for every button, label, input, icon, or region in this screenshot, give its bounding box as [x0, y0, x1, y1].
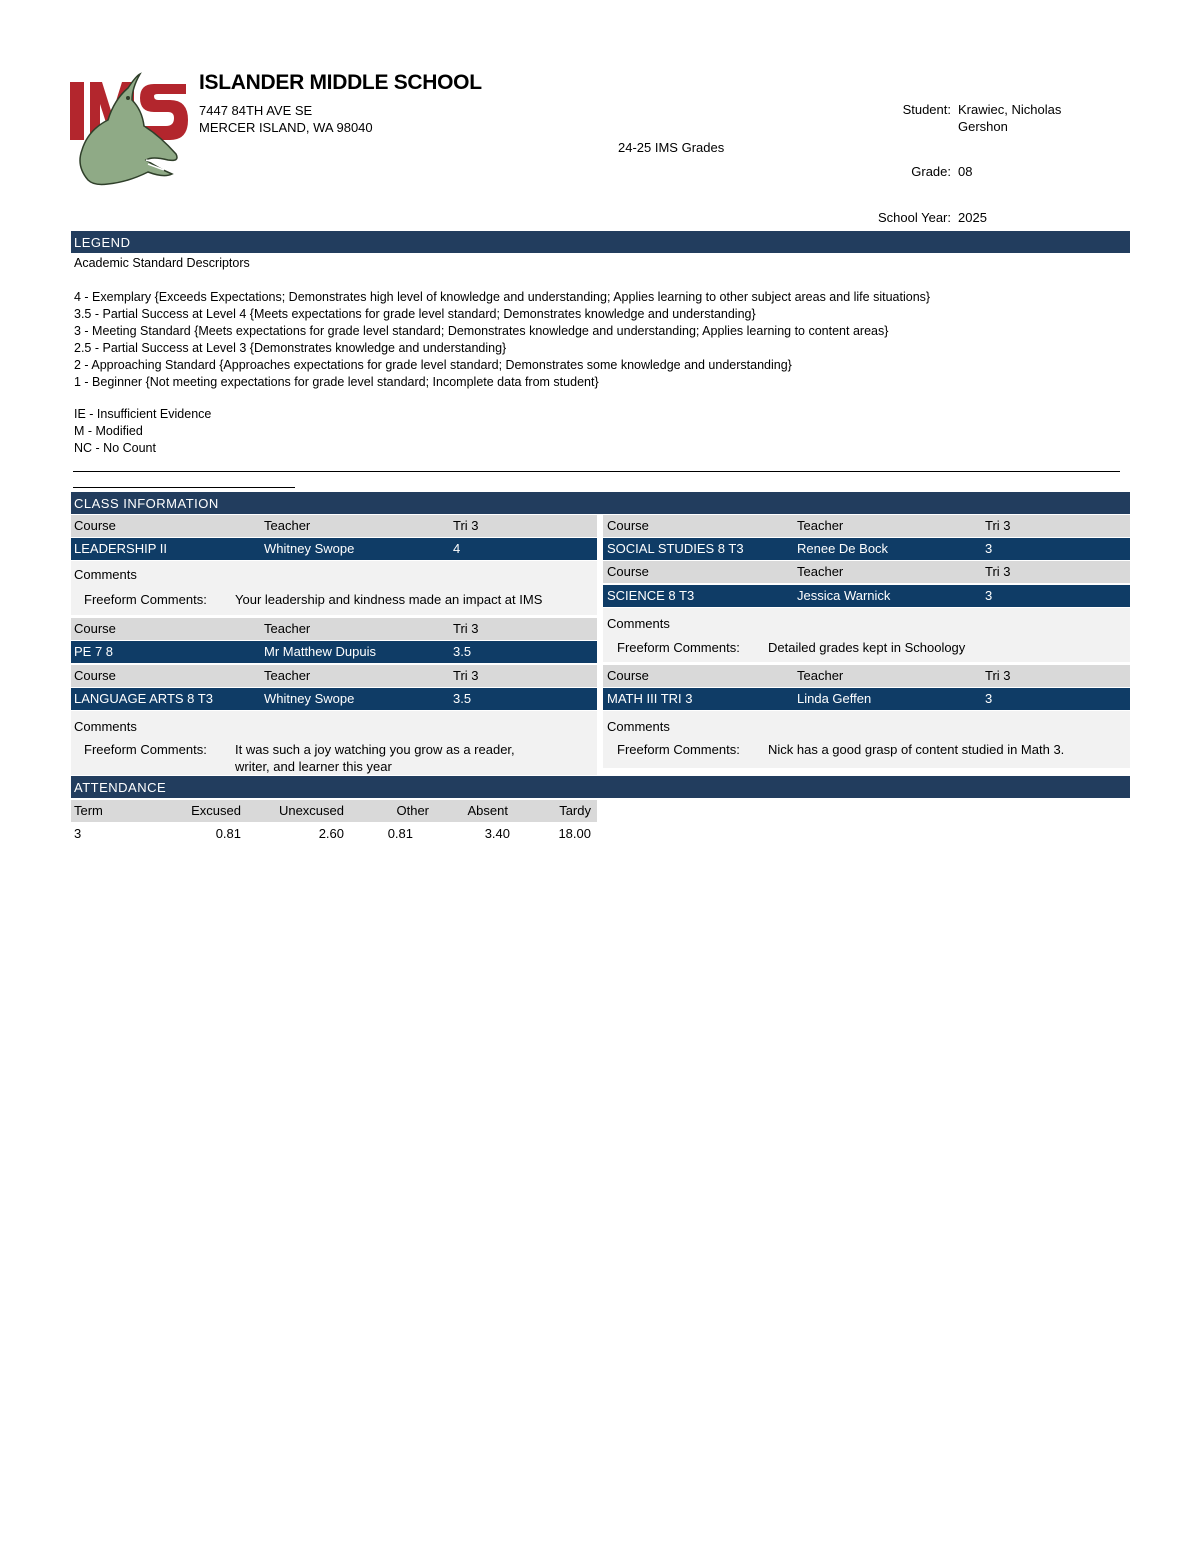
comments-label: Comments	[74, 567, 137, 582]
col-teacher: Teacher	[264, 668, 311, 683]
course-header-row	[71, 618, 597, 640]
legend-code: M - Modified	[74, 424, 143, 438]
legend-code: NC - No Count	[74, 441, 156, 455]
teacher-name: Mr Matthew Dupuis	[264, 644, 376, 659]
school-name: ISLANDER MIDDLE SCHOOL	[199, 71, 482, 94]
att-col-excused: Excused	[191, 803, 241, 818]
legend-code: IE - Insufficient Evidence	[74, 407, 212, 421]
class-info-heading: CLASS INFORMATION	[71, 492, 1130, 514]
legend-line: 2 - Approaching Standard {Approaches expectations for grade level standard; Demonstrates some knowledge and understanding}	[74, 358, 792, 372]
comments-box	[71, 711, 597, 775]
teacher-name: Linda Geffen	[797, 691, 872, 706]
att-col-term: Term	[74, 803, 103, 818]
col-course: Course	[74, 668, 116, 683]
att-absent: 3.40	[484, 826, 510, 841]
legend-line: 3 - Meeting Standard {Meets expectations for grade level standard; Demonstrates knowledge and understanding; Applies learning to content areas}	[74, 324, 889, 338]
comment-text: Your leadership and kindness made an impact at IMS	[235, 592, 543, 607]
course-header-row	[71, 665, 597, 687]
school-logo	[68, 70, 190, 188]
col-teacher: Teacher	[264, 518, 311, 533]
att-other: 0.81	[387, 826, 413, 841]
course-row	[603, 688, 1130, 710]
col-course: Course	[607, 564, 649, 579]
comments-box	[71, 561, 597, 615]
course-header-row	[603, 561, 1130, 583]
comment-text: writer, and learner this year	[235, 759, 392, 774]
school-year-value: 2025	[958, 210, 987, 225]
att-col-other: Other	[396, 803, 429, 818]
freeform-label: Freeform Comments:	[84, 592, 207, 607]
grade-value: 08	[958, 164, 973, 179]
col-teacher: Teacher	[797, 564, 844, 579]
att-col-absent: Absent	[467, 803, 508, 818]
course-grade: 4	[453, 541, 461, 556]
col-term: Tri 3	[453, 668, 479, 683]
teacher-name: Whitney Swope	[264, 541, 355, 556]
col-course: Course	[74, 621, 116, 636]
comments-box	[603, 711, 1130, 768]
attendance-header-row	[71, 800, 597, 822]
comment-text: It was such a joy watching you grow as a reader,	[235, 742, 515, 757]
course-row	[71, 641, 597, 663]
student-name-line1: Krawiec, Nicholas	[958, 102, 1062, 117]
teacher-name: Whitney Swope	[264, 691, 355, 706]
course-header-row	[71, 515, 597, 537]
course-name: PE 7 8	[74, 644, 114, 659]
comments-label: Comments	[607, 719, 670, 734]
student-label: Student:	[902, 102, 951, 117]
col-teacher: Teacher	[264, 621, 311, 636]
course-row	[71, 538, 597, 560]
att-excused: 0.81	[215, 826, 241, 841]
course-name: MATH III TRI 3	[607, 691, 693, 706]
legend-line: 4 - Exemplary {Exceeds Expectations; Demonstrates high level of knowledge and understanding; Applies learning to other subject areas and life situations}	[74, 290, 931, 304]
school-year-label: School Year:	[877, 210, 951, 225]
teacher-name: Jessica Warnick	[797, 588, 891, 603]
course-grade: 3.5	[453, 691, 472, 706]
col-term: Tri 3	[985, 518, 1011, 533]
course-grade: 3	[985, 541, 993, 556]
col-teacher: Teacher	[797, 668, 844, 683]
legend-line: 1 - Beginner {Not meeting expectations for grade level standard; Incomplete data from student}	[74, 375, 599, 389]
divider	[73, 487, 295, 488]
att-tardy: 18.00	[558, 826, 591, 841]
comments-label: Comments	[74, 719, 137, 734]
divider	[73, 471, 1120, 472]
comment-text: Nick has a good grasp of content studied in Math 3.	[768, 742, 1065, 757]
legend-line: 2.5 - Partial Success at Level 3 {Demonstrates knowledge and understanding}	[74, 341, 507, 355]
school-address-line1: 7447 84TH AVE SE	[199, 103, 313, 118]
grade-label: Grade:	[911, 164, 951, 179]
att-col-tardy: Tardy	[559, 803, 591, 818]
col-course: Course	[74, 518, 116, 533]
comments-box	[603, 608, 1130, 662]
col-term: Tri 3	[453, 518, 479, 533]
col-course: Course	[607, 668, 649, 683]
freeform-label: Freeform Comments:	[617, 640, 740, 655]
course-grade: 3	[985, 691, 993, 706]
report-title: 24-25 IMS Grades	[618, 140, 725, 155]
legend-subtitle: Academic Standard Descriptors	[74, 256, 250, 270]
school-address-line2: MERCER ISLAND, WA 98040	[199, 120, 373, 135]
course-row	[603, 538, 1130, 560]
freeform-label: Freeform Comments:	[617, 742, 740, 757]
attendance-heading: ATTENDANCE	[71, 776, 1130, 798]
col-teacher: Teacher	[797, 518, 844, 533]
col-term: Tri 3	[985, 564, 1011, 579]
legend-line: 3.5 - Partial Success at Level 4 {Meets expectations for grade level standard; Demonstrates knowledge and understanding}	[74, 307, 756, 321]
course-row	[603, 585, 1130, 607]
student-name-line2: Gershon	[958, 119, 1008, 134]
att-unexcused: 2.60	[318, 826, 344, 841]
col-course: Course	[607, 518, 649, 533]
course-name: LANGUAGE ARTS 8 T3	[74, 691, 213, 706]
comments-label: Comments	[607, 616, 670, 631]
course-name: SCIENCE 8 T3	[607, 588, 695, 603]
course-row	[71, 688, 597, 710]
course-name: SOCIAL STUDIES 8 T3	[607, 541, 744, 556]
course-header-row	[603, 515, 1130, 537]
legend-heading: LEGEND	[71, 231, 1130, 253]
attendance-row	[71, 823, 597, 845]
att-term: 3	[74, 826, 82, 841]
course-grade: 3.5	[453, 644, 472, 659]
course-grade: 3	[985, 588, 993, 603]
teacher-name: Renee De Bock	[797, 541, 889, 556]
att-col-unexcused: Unexcused	[278, 803, 344, 818]
col-term: Tri 3	[453, 621, 479, 636]
course-header-row	[603, 665, 1130, 687]
course-name: LEADERSHIP II	[74, 541, 167, 556]
freeform-label: Freeform Comments:	[84, 742, 207, 757]
col-term: Tri 3	[985, 668, 1011, 683]
comment-text: Detailed grades kept in Schoology	[768, 640, 966, 655]
